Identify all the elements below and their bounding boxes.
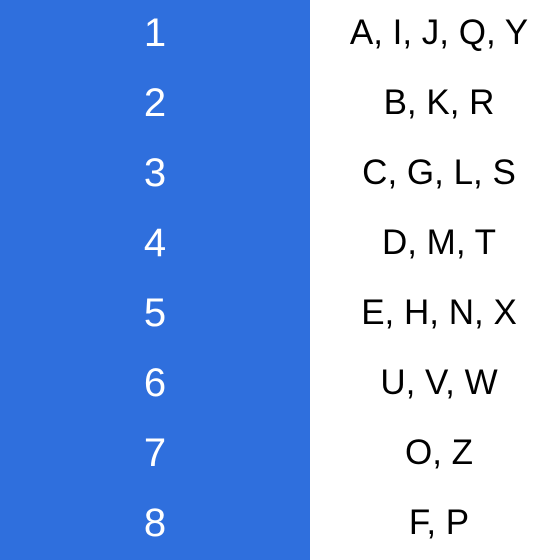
letters-cell: C, G, L, S <box>310 140 560 210</box>
number-cell: 2 <box>0 70 310 140</box>
table-row <box>0 210 560 280</box>
number-cell: 5 <box>0 280 310 350</box>
table-row <box>0 490 560 560</box>
letters-cell: D, M, T <box>310 210 560 280</box>
table-row <box>0 420 560 490</box>
number-cell: 7 <box>0 420 310 490</box>
number-cell: 1 <box>0 0 310 70</box>
number-cell: 4 <box>0 210 310 280</box>
table-row <box>0 280 560 350</box>
number-cell: 6 <box>0 350 310 420</box>
table-row <box>0 0 560 70</box>
table-row <box>0 70 560 140</box>
letters-cell: O, Z <box>310 420 560 490</box>
letters-cell: E, H, N, X <box>310 280 560 350</box>
table-row <box>0 350 560 420</box>
letters-cell: B, K, R <box>310 70 560 140</box>
letters-cell: U, V, W <box>310 350 560 420</box>
table-row <box>0 140 560 210</box>
letters-cell: F, P <box>310 490 560 560</box>
number-cell: 3 <box>0 140 310 210</box>
letters-cell: A, I, J, Q, Y <box>310 0 560 70</box>
number-cell: 8 <box>0 490 310 560</box>
